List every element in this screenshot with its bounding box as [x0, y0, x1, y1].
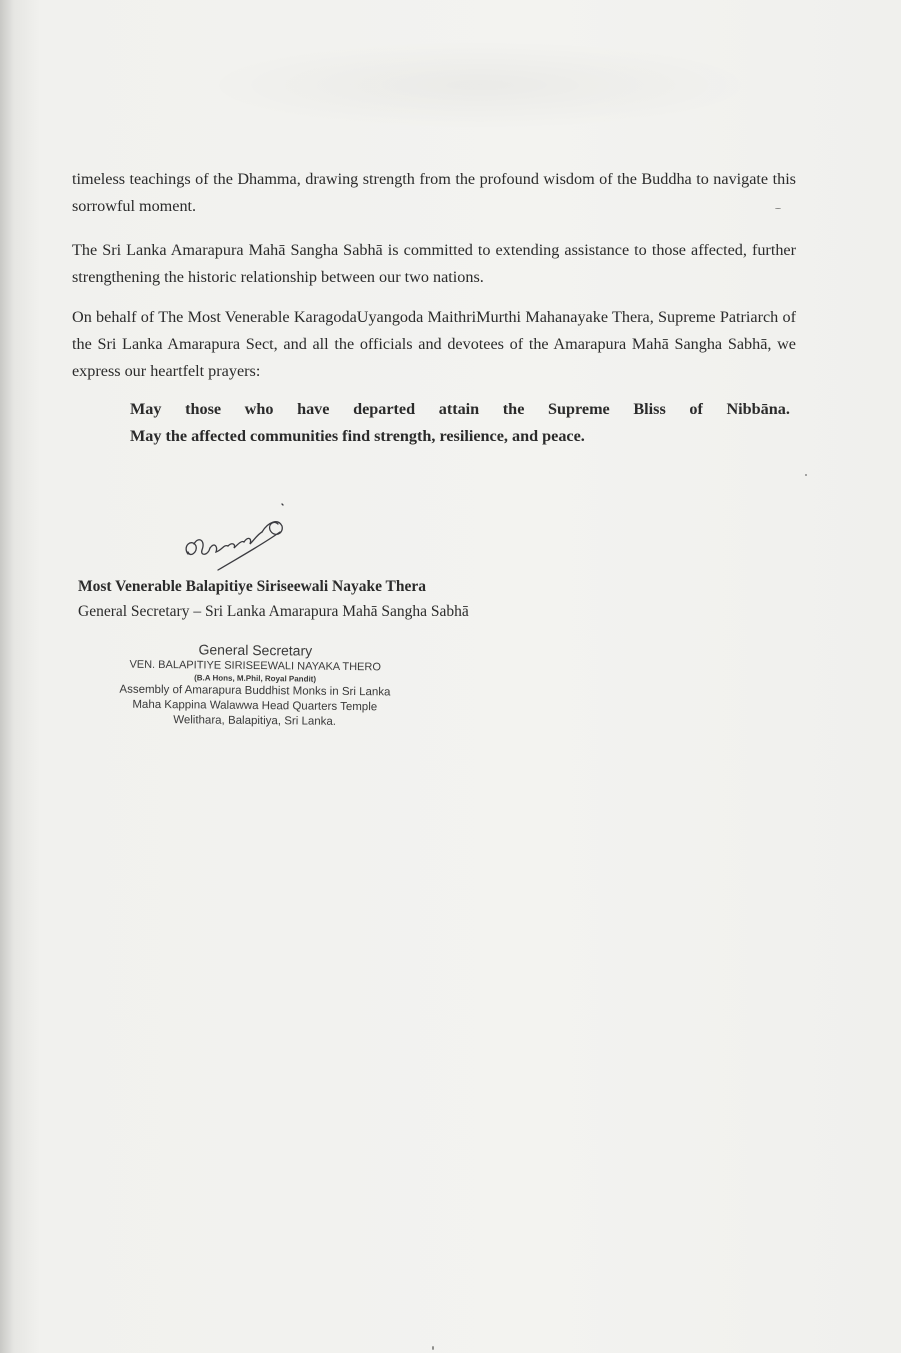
prayer-word: Nibbāna.	[726, 400, 790, 418]
paragraph-assistance: The Sri Lanka Amarapura Mahā Sangha Sabhā is committed to extending assistance to those affected, further strengthening the historic relationship between our two nations.	[72, 241, 796, 286]
bleed-through-shadow	[200, 40, 760, 130]
prayers-block	[130, 396, 790, 450]
prayer-word: of	[689, 400, 703, 418]
stamp-title: General Secretary	[198, 641, 313, 659]
stamp-line-assembly: Assembly of Amarapura Buddhist Monks in Sri Lanka	[119, 683, 391, 699]
official-stamp	[110, 640, 401, 730]
prayer-word: who	[244, 400, 274, 418]
paper-speck	[432, 1346, 434, 1350]
handwritten-signature	[178, 496, 298, 576]
stamp-line-temple: Maha Kappina Walawwa Head Quarters Temple	[132, 698, 378, 714]
signer-title: General Secretary – Sri Lanka Amarapura Mahā Sangha Sabhā	[78, 603, 469, 620]
stamp-name: VEN. BALAPITIYE SIRISEEWALI NAYAKA THERO	[129, 658, 381, 674]
signer-name: Most Venerable Balapitiye Siriseewali Nayake Thera	[78, 578, 427, 595]
paragraph-dhamma: timeless teachings of the Dhamma, drawing strength from the profound wisdom of the Buddha to navigate this sorrowful moment.	[72, 170, 796, 215]
prayer-word: departed	[353, 400, 416, 418]
prayer-word: have	[297, 400, 330, 418]
prayer-line-1	[130, 396, 790, 423]
paper-speck	[775, 208, 781, 209]
paper-speck	[805, 474, 807, 476]
prayer-word: Bliss	[633, 400, 666, 418]
prayer-word: Supreme	[547, 400, 610, 418]
paragraph-on-behalf: On behalf of The Most Venerable KaragodaUyangoda MaithriMurthi Mahanayake Thera, Supreme Patriarch of the Sri Lanka Amarapura Sect, and all the officials and devotees of the Amarapura Mahā Sangha Sabhā, we express our heartfelt prayers:	[72, 308, 796, 380]
prayer-word: May	[130, 400, 162, 418]
prayer-word: attain	[438, 400, 480, 418]
prayer-line-2: May the affected communities find strength, resilience, and peace.	[130, 427, 585, 445]
prayer-word: those	[185, 400, 222, 418]
stamp-line-address: Welithara, Balapitiya, Sri Lanka.	[173, 714, 337, 728]
stamp-qualifications: (B.A Hons, M.Phil, Royal Pandit)	[194, 673, 317, 684]
prayer-word: the	[502, 400, 525, 418]
